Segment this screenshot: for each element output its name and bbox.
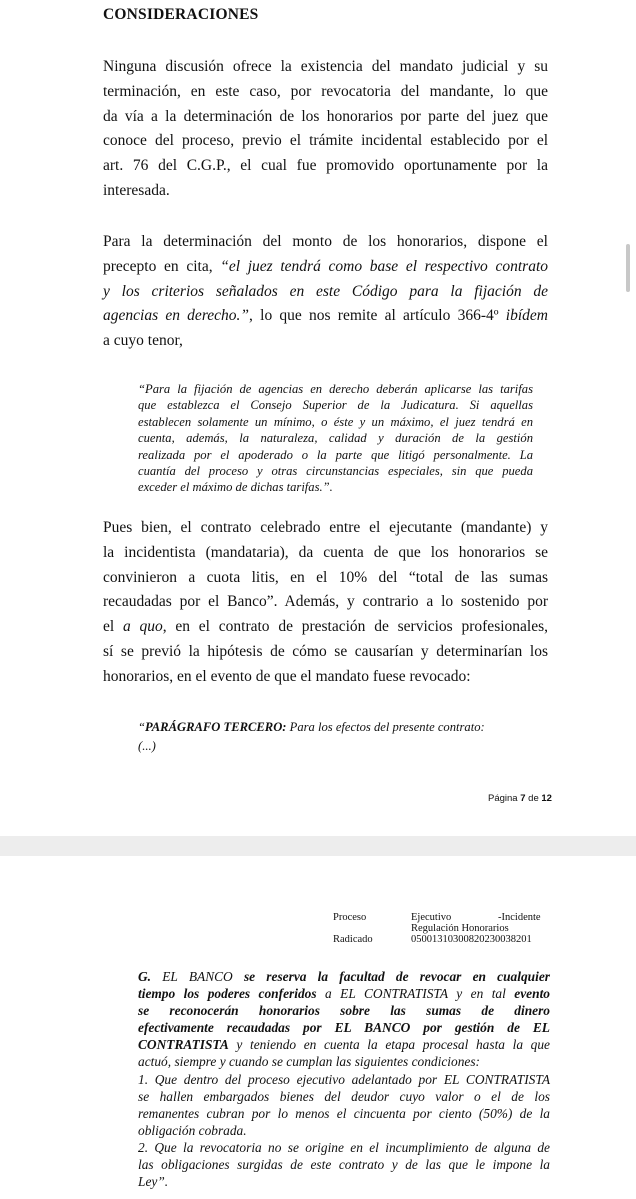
quote-line: que establezca el Consejo Superior de la Judicatura. Si aquellas	[138, 398, 533, 413]
text-line: Ninguna discusión ofrece la existencia del mandato judicial y su	[103, 58, 548, 75]
clause-line: obligación cobrada.	[138, 1122, 247, 1138]
text-run: el	[103, 618, 123, 636]
quote-line: exceder el máximo de dichas tarifas.”.	[138, 480, 333, 495]
text-line: terminación, en este caso, por revocatoria del mandante, lo que	[103, 82, 548, 100]
paragrafo-label: PARÁGRAFO TERCERO:	[145, 720, 287, 734]
ibidem-text: ibídem	[505, 307, 548, 325]
regulacion-label: Regulación Honorarios	[411, 923, 509, 934]
page-number	[488, 793, 552, 804]
text-line: la incidentista (mandataria), da cuenta de que los honorarios se	[103, 543, 548, 561]
clause-line: se hallen embargados bienes del deudor cuyo valor o el de los	[138, 1088, 550, 1104]
incidente-label: -Incidente	[498, 912, 541, 923]
clause-letter: G.	[138, 969, 152, 984]
text-line: convinieron a cuota litis, en el 10% del “total de las sumas	[103, 568, 548, 586]
paragraph-2	[103, 230, 548, 354]
page-prefix: Página	[488, 793, 521, 804]
section-heading: CONSIDERACIONES	[103, 6, 259, 23]
clause-g	[138, 968, 550, 1190]
text-line: a cuyo tenor,	[103, 332, 183, 350]
text-run: y teniendo en cuenta la etapa procesal hasta la que	[228, 1037, 550, 1053]
a-quo-text: a quo	[122, 618, 163, 636]
text-line: conoce del proceso, previo el trámite incidental establecido por el	[103, 132, 548, 150]
text-line: art. 76 del C.G.P., el cual fue promovido oportunamente por la	[103, 157, 548, 175]
quote-line: “Para la fijación de agencias en derecho deberán aplicarse las tarifas	[138, 382, 533, 396]
page-of: de	[525, 793, 542, 804]
radicado-value: 05001310300820230038201	[411, 934, 532, 945]
clause-line: las obligaciones surgidas de este contrato y de las que le impone la	[138, 1157, 550, 1173]
text-line	[103, 615, 548, 640]
quote-line: realizada por el apoderado o la parte que litigó personalmente. La	[138, 447, 533, 462]
text-line: interesada.	[103, 181, 170, 199]
page-total: 12	[541, 793, 552, 804]
quoted-text: y los criterios señalados en este Código para la fijación de	[103, 282, 548, 300]
quote-line: cuantía del proceso y otras circunstancias especiales, sin que pueda	[138, 463, 533, 478]
text-line: Pues bien, el contrato celebrado entre el ejecutante (mandante) y	[103, 519, 548, 536]
paragraph-3	[103, 516, 548, 690]
quoted-text: agencias en derecho.”	[103, 307, 250, 325]
bold-run: tiempo los poderes conferidos	[138, 986, 317, 1002]
paragrafo-line	[138, 718, 538, 737]
open-quote: “	[138, 720, 146, 734]
clause-line	[138, 1036, 550, 1053]
text-line: Para la determinación del monto de los honorarios, dispone el	[103, 233, 548, 250]
quote-line: establecen solamente un mínimo, o éste y un máximo, el juez tendrá en	[138, 414, 533, 429]
proceso-value: Ejecutivo	[411, 912, 452, 923]
clause-line: Ley”.	[138, 1174, 169, 1190]
proceso-label: Proceso	[333, 912, 367, 923]
clause-line	[138, 985, 550, 1002]
text-line: da vía a la determinación de los honorarios por parte del juez que	[103, 107, 548, 125]
page-current: 7	[520, 793, 526, 804]
scrollbar-thumb[interactable]	[626, 244, 630, 292]
legal-quote	[138, 381, 533, 496]
text-line	[103, 280, 548, 305]
clause-line	[138, 1002, 550, 1019]
text-run: EL BANCO	[151, 969, 244, 984]
text-line	[103, 304, 548, 329]
bold-run: evento	[514, 986, 550, 1002]
clause-line	[138, 1019, 550, 1036]
text-line: honorarios, en el evento de que el mandato fuese revocado:	[103, 667, 471, 685]
paragrafo-text: Para los efectos del presente contrato:	[286, 720, 485, 734]
text-line	[103, 255, 548, 280]
paragraph-1	[103, 55, 548, 204]
text-line: recaudadas por el Banco”. Además, y contrario a lo sostenido por	[103, 593, 548, 611]
text-run: , lo que nos remite al artículo 366-4º	[249, 307, 506, 325]
text-run: a EL CONTRATISTA y en tal	[316, 986, 515, 1002]
clause-line: remanentes cubran por lo menos el cincuenta por ciento (50%) de la	[138, 1105, 550, 1121]
bold-run: efectivamente recaudadas por EL BANCO por gestión de EL	[138, 1020, 550, 1036]
bold-run: se reconocerán honorarios sobre las sumas de dinero	[138, 1003, 550, 1019]
clause-line: actuó, siempre y cuando se cumplan las siguientes condiciones:	[138, 1054, 481, 1070]
clause-line	[138, 968, 550, 985]
text-line: sí se previó la hipótesis de cómo se causarían y determinarían los	[103, 642, 548, 660]
quote-line: cuenta, además, la naturaleza, calidad y duración de la gestión	[138, 431, 533, 446]
radicado-label: Radicado	[333, 934, 373, 945]
text-run: precepto en cita,	[103, 257, 221, 275]
ellipsis: (...)	[138, 739, 156, 753]
clause-line: 1. Que dentro del proceso ejecutivo adelantado por EL CONTRATISTA	[138, 1071, 550, 1087]
page-separator	[0, 836, 636, 856]
text-run: , en el contrato de prestación de servicios profesionales,	[162, 618, 549, 636]
clause-line: 2. Que la revocatoria no se origine en el incumplimiento de alguna de	[138, 1139, 550, 1155]
quoted-text: “el juez tendrá como base el respectivo contrato	[220, 257, 549, 275]
paragrafo-tercero	[138, 718, 538, 756]
bold-run: se reserva la facultad de revocar en cualquier	[243, 969, 550, 984]
bold-run: CONTRATISTA	[138, 1037, 229, 1053]
